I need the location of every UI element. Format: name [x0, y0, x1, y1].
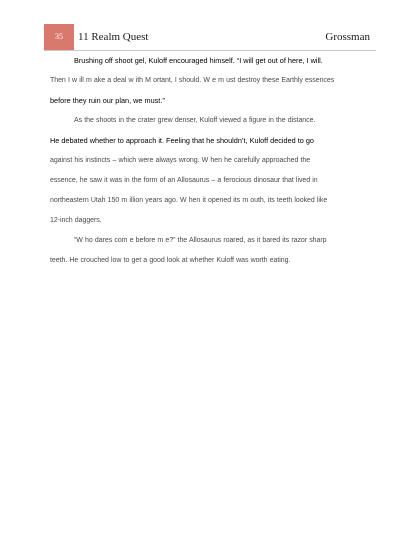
page-number: 35: [55, 32, 63, 41]
text-line: against his instincts – which were always wrong. W hen he carefully approached the: [50, 157, 311, 164]
text-line: Then I w ill m ake a deal w ith M ortant, I should. W e m ust destroy these Earthly essences: [50, 77, 335, 84]
text-line: As the shoots in the crater grew denser, Kuloff viewed a figure in the distance.: [74, 117, 316, 124]
text-line: essence, he saw it was in the form of an Allosaurus – a ferocious dinosaur that lived in: [50, 177, 318, 184]
text-line: He debated whether to approach it. Feeling that he shouldn’t, Kuloff decided to go: [50, 136, 314, 145]
text-line: teeth. He crouched low to get a good look at whether Kuloff was worth eating.: [50, 257, 291, 264]
running-author: Grossman: [325, 31, 370, 43]
text-line: northeastern Utah 150 m illion years ago. W hen it opened its m outh, its teeth looked like: [50, 197, 328, 204]
text-line: before they ruin our plan, we must.”: [50, 96, 165, 105]
page-number-badge: [44, 24, 74, 50]
text-line: Brushing off shoot gel, Kuloff encouraged himself. “I will get out of here, I will.: [74, 56, 323, 65]
page-header: [44, 24, 376, 51]
running-title: 11 Realm Quest: [78, 31, 149, 43]
text-line: 12-inch daggers.: [50, 217, 102, 224]
text-line: “W ho dares com e before m e?” the Allosaurus roared, as it bared its razor sharp: [74, 237, 327, 244]
